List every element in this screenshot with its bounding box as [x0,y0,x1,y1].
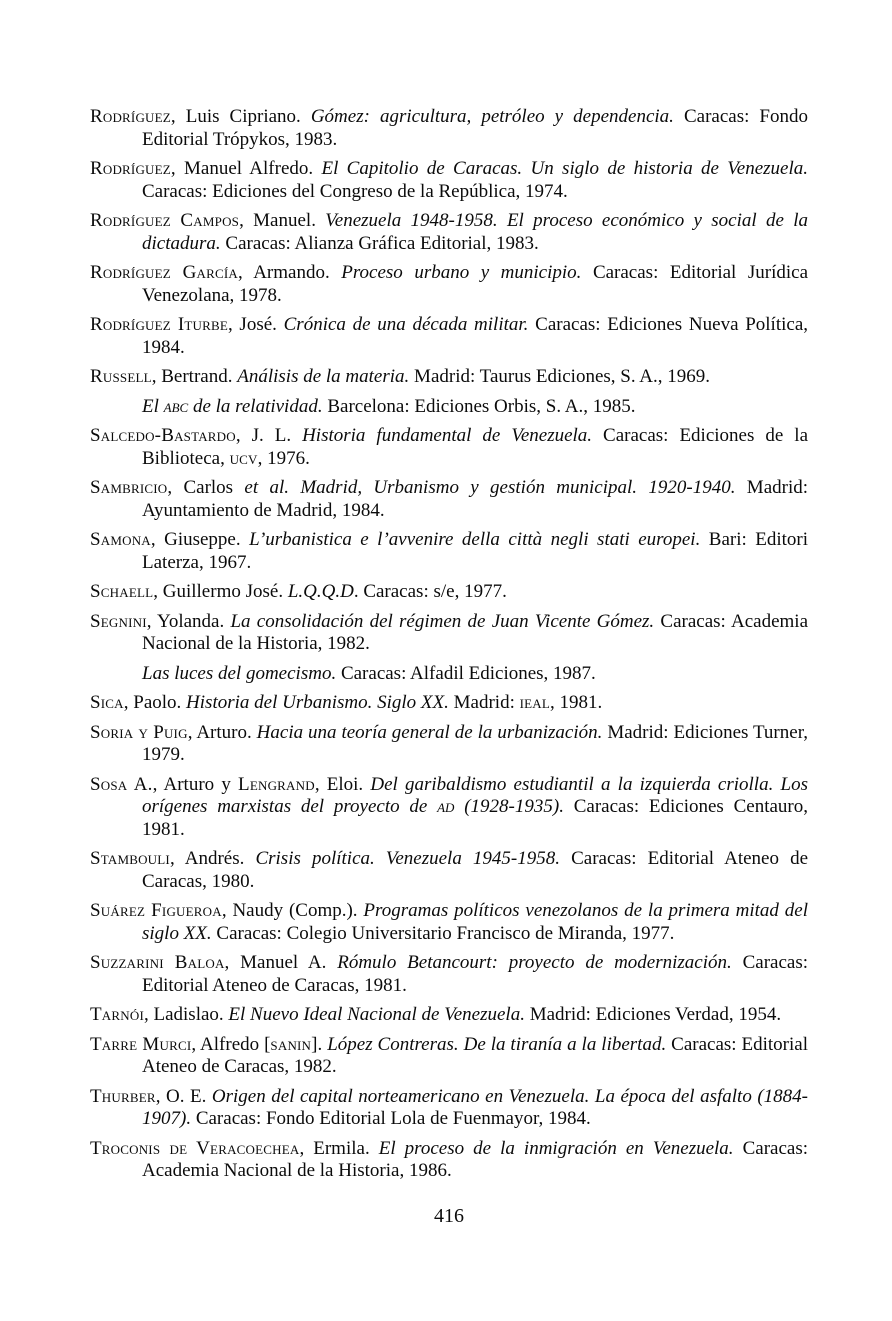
entry-segment: Gómez: agricultura, petróleo y dependencia. [310,106,684,127]
entry-segment: , Naudy (Comp.). [221,900,364,921]
entry-segment: Sosa A. [90,773,153,795]
entry-segment: , 1981. [550,692,603,713]
entry-segment: , José. [227,314,284,335]
entry-segment: Russell [90,366,152,387]
entry-segment: Caracas: Ediciones del Congreso de la República, 1974. [142,180,568,202]
entry-segment: , Yolanda. [146,610,231,632]
entry-segment: Caracas: Editorial Jurídica Venezolana, 1978. [142,262,808,306]
entry-segment: , Giuseppe. [150,529,250,550]
entry-segment: Tarnói [90,1004,144,1025]
entry-segment: Historia del Urbanismo. Siglo XX. [186,692,454,713]
bibliography-entry [90,396,808,419]
entry-segment: El [142,395,164,417]
entry-segment: Rodríguez Campos [90,210,240,231]
entry-segment: , Arturo y [152,773,239,795]
entry-segment: Suzzarini Baloa [90,952,225,973]
entry-segment: Madrid: Ediciones Turner, 1979. [142,721,809,765]
entry-segment: López Contreras. De la tiranía a la libertad. [327,1033,672,1055]
entry-segment: Suárez Figueroa [90,900,222,921]
entry-segment: La consolidación del régimen de Juan Vicente Gómez. [230,610,661,632]
bibliography-entry [90,1138,808,1183]
bibliography-entry [90,848,808,893]
entry-segment: Programas políticos venezolanos de la primera mitad del siglo XX. [142,900,808,944]
entry-segment: , Arturo. [187,721,257,743]
entry-segment: , O. E. [155,1085,212,1107]
entry-segment: Rodríguez [90,106,171,127]
entry-segment: Del garibaldismo estudiantil a la izquierda criolla. Los orígenes marxistas del proyecto de [142,773,808,817]
bibliography-entry [90,210,808,255]
entry-segment: et al. Madrid, Urbanismo y gestión municipal. 1920-1940. [244,477,747,498]
entry-segment: , Carlos [167,477,245,498]
bibliography-entry [90,425,808,470]
entry-segment: , Eloi. [314,773,371,795]
entry-segment: ]. [311,1033,328,1055]
entry-segment: Rodríguez García [90,262,238,283]
entry-segment: Caracas: Colegio Universitario Francisco de Miranda, 1977. [216,922,675,944]
entry-segment: Las luces del gomecismo. [142,662,341,684]
entry-segment: Caracas: Fondo Editorial Lola de Fuenmayor, 1984. [195,1108,591,1129]
entry-segment: , Ladislao. [143,1004,229,1025]
entry-segment: El Capitolio de Caracas. Un siglo de historia de Venezuela. [321,158,808,179]
bibliography-entry [90,477,808,522]
entry-segment: Rómulo Betancourt: proyecto de modernización. [337,952,743,973]
bibliography-entry [90,722,808,767]
bibliography-entry [90,900,808,945]
entry-segment: , Manuel A. [224,952,338,973]
entry-segment: Stambouli [90,848,170,869]
entry-segment: , Paolo. [123,692,187,713]
bibliography-entry [90,106,808,151]
entry-segment: , Alfredo [ [191,1033,271,1055]
entry-segment: Análisis de la materia. [237,366,415,387]
entry-segment: Hacia una teoría general de la urbanización. [256,721,608,743]
bibliography-entry [90,1086,808,1131]
entry-segment: ieal [519,692,551,713]
entry-segment: Madrid: [453,692,520,713]
entry-segment: Madrid: Ediciones Verdad, 1954. [529,1004,782,1025]
bibliography-entry [90,366,808,389]
entry-segment: Caracas: Alianza Gráfica Editorial, 1983. [225,232,539,254]
entry-segment: , Ermila. [299,1137,379,1159]
entry-segment: abc [163,395,189,417]
entry-segment: Madrid: Taurus Ediciones, S. A., 1969. [414,366,711,387]
entry-segment: , Manuel Alfredo. [170,158,322,179]
bibliography-entry [90,581,808,604]
entry-segment: Barcelona: Ediciones Orbis, S. A., 1985. [327,395,636,417]
entry-segment: El proceso de la inmigración en Venezuela. [378,1137,743,1159]
bibliography-entry [90,529,808,574]
entry-segment: L’urbanistica e l’avvenire della città negli stati europei. [249,529,709,550]
bibliography-entry [90,1004,808,1027]
entry-segment: , Bertrand. [151,366,238,387]
entry-segment: El Nuevo Ideal Nacional de Venezuela. [228,1004,530,1025]
entry-segment: , Manuel. [239,210,326,231]
entry-segment: L.Q.Q.D [287,581,354,602]
entry-segment: , Andrés. [169,848,256,869]
bibliography-entry [90,663,808,686]
entry-segment: Rodríguez Iturbe [90,314,228,335]
entry-segment: Sambricio [90,477,168,498]
entry-segment: Caracas: Ediciones de la Biblioteca, [142,425,808,469]
entry-segment: Soria y Puig [90,721,188,743]
entry-segment: (1928-1935). [454,796,574,817]
entry-segment: Samona [90,529,151,550]
bibliography-entry [90,314,808,359]
entry-segment: Lengrand [238,773,315,795]
bibliography-entry [90,262,808,307]
bibliography-entry [90,611,808,656]
entry-segment: , Guillermo José. [153,581,288,602]
entry-segment: ucv [229,447,258,469]
entry-segment: Tarre Murci [90,1033,192,1055]
bibliography-entry [90,158,808,203]
entry-segment: Venezuela 1948-1958. El proceso económico y social de la dictadura. [142,210,808,254]
entry-segment: Troconis de Veracoechea [90,1137,300,1159]
entry-segment: Sica [90,692,124,713]
entry-segment: Madrid: Ayuntamiento de Madrid, 1984. [142,477,809,521]
entry-segment: Crónica de una década militar. [283,314,536,335]
entry-segment: Origen del capital norteamericano en Venezuela. La época del asfalto (1884-1907). [142,1085,808,1129]
entry-segment: Caracas: Academia Nacional de la Historia, 1982. [142,610,809,654]
entry-segment: Segnini [90,610,147,632]
bibliography-entry [90,952,808,997]
entry-segment: Caracas: Fondo Editorial Trópykos, 1983. [142,106,808,150]
entry-segment: ad [437,796,455,817]
bibliography-entry [90,774,808,842]
bibliography-entry [90,1034,808,1079]
entry-segment: Rodríguez [90,158,171,179]
entry-segment: . Caracas: s/e, 1977. [353,581,507,602]
entry-segment: Caracas: Ediciones Nueva Política, 1984. [142,314,809,358]
page-number: 416 [434,1204,464,1227]
entry-segment: Caracas: Editorial Ateneo de Caracas, 1981. [142,952,808,996]
entry-segment: Schaell [90,581,154,602]
entry-segment: Salcedo-Bastardo [90,425,236,446]
entry-segment: Caracas: Ediciones Centauro, 1981. [142,796,808,840]
entry-segment: Thurber [90,1085,156,1107]
entry-segment: Proceso urbano y municipio. [341,262,593,283]
entry-segment: Caracas: Editorial Ateneo de Caracas, 1982. [142,1033,808,1077]
entry-segment: Caracas: Alfadil Ediciones, 1987. [340,662,596,684]
entry-segment: Caracas: Editorial Ateneo de Caracas, 1980. [142,848,809,892]
entry-segment: sanin [270,1033,312,1055]
bibliography-list [90,106,808,1183]
entry-segment: Crisis política. Venezuela 1945-1958. [255,848,572,869]
entry-segment: Bari: Editori Laterza, 1967. [142,529,808,573]
entry-segment: Historia fundamental de Venezuela. [302,425,604,446]
entry-segment: , J. L. [235,425,303,446]
entry-segment: Caracas: Academia Nacional de la Historia, 1986. [142,1137,808,1181]
bibliography-entry [90,692,808,715]
entry-segment: , Luis Cipriano. [170,106,311,127]
entry-segment: , Armando. [238,262,342,283]
entry-segment: , 1976. [257,447,310,469]
entry-segment: de la relatividad. [188,395,328,417]
